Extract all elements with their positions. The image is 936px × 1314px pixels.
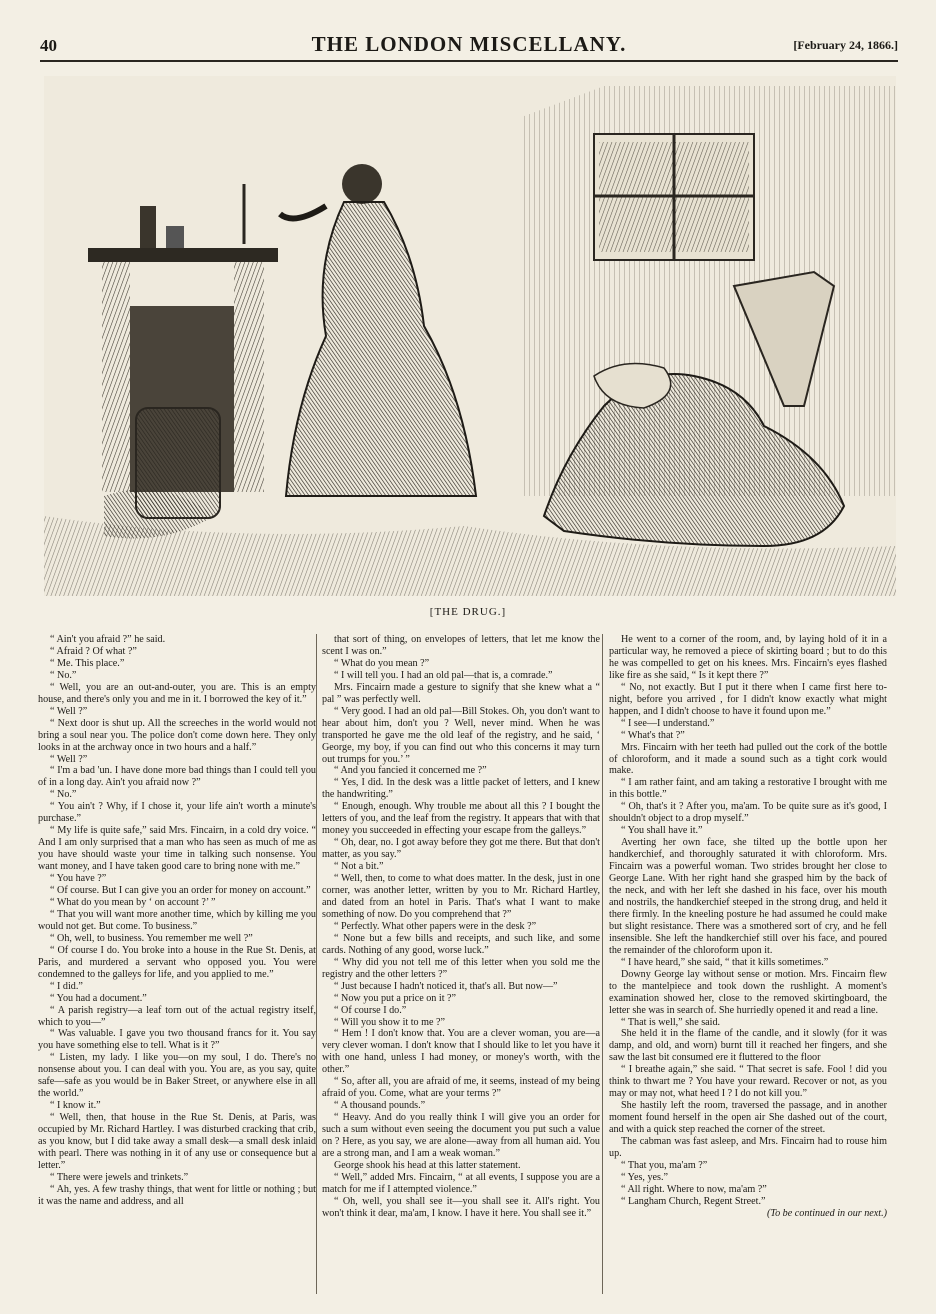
text-column-1 <box>38 634 316 1294</box>
paragraph: “ Why did you not tell me of this letter when you sold me the registry and the other letters ?” <box>322 956 600 980</box>
paragraph: “ Yes, yes.” <box>621 1171 668 1183</box>
paragraph: “ Me. This place.” <box>50 657 125 669</box>
paragraph: “ Well, then, that house in the Rue St. Denis, at Paris, was occupied by Mr. Richard Hartley. I was disturbed cracking that crib, as you know, but I did take away a small desk—a small desk inlaid with pearl. There was nothing in it of any use or consequence but a letter.” <box>38 1112 316 1171</box>
paragraph: Mrs. Fincairn made a gesture to signify that she knew what a “ pal ” was perfectly well. <box>322 681 600 705</box>
paragraph: “ I'm a bad 'un. I have done more bad things than I could tell you of in a long day. Ain't you afraid now ?” <box>38 765 316 789</box>
paragraph: “ What's that ?” <box>621 729 685 741</box>
paragraph: “ I know it.” <box>50 1100 101 1112</box>
paragraph: “ Oh, well, you shall see it—you shall see it. All's right. You won't think it dear, ma'am, I know. I have it here. You shall see it.” <box>322 1195 600 1219</box>
text-column-2 <box>322 634 600 1294</box>
paragraph: “ Oh, well, to business. You remember me well ?” <box>50 932 253 944</box>
paragraph: “ I see—I understand.” <box>621 717 715 729</box>
paragraph: “ What do you mean by ‘ on account ?’ ” <box>50 896 216 908</box>
engraving-illustration <box>44 76 896 596</box>
paragraph: She hastily left the room, traversed the passage, and in another moment found herself in the open air She dashed out of the court, and with a quick step reached the corner of the street. <box>609 1100 887 1136</box>
paragraph: Mrs. Fincairn with her teeth had pulled out the cork of the bottle of chloroform, and it made a sound such as a tight cork would make. <box>609 741 887 777</box>
paragraph: “ Perfectly. What other papers were in the desk ?” <box>334 920 537 932</box>
paragraph: “ Not a bit.” <box>334 861 384 873</box>
paragraph: “ That is well,” she said. <box>621 1016 721 1028</box>
paragraph: “ You shall have it.” <box>621 825 703 837</box>
paragraph: “ Oh, that's it ? After you, ma'am. To be quite sure as it's good, I shouldn't object to a drop myself.” <box>609 801 887 825</box>
issue-date: [February 24, 1866.] <box>793 38 898 52</box>
paragraph: “ Well,” added Mrs. Fincairn, “ at all events, I suppose you are a match for me if I attempted violence.” <box>322 1171 600 1195</box>
paragraph: “ You have ?” <box>50 873 107 885</box>
paragraph: “ Was valuable. I gave you two thousand francs for it. You say you have something else to tell. What is it ?” <box>38 1028 316 1052</box>
paragraph: “ Hem ! I don't know that. You are a clever woman, you are—a very clever woman. I don't know that I should like to let you have it with one hand, unless I had money, or money's worth, with the other.” <box>322 1028 600 1076</box>
paragraph: “ You ain't ? Why, if I chose it, your life ain't worth a minute's purchase.” <box>38 801 316 825</box>
paragraph: “ And you fancied it concerned me ?” <box>334 765 487 777</box>
paragraph: “ Well, you are an out-and-outer, you are. This is an empty house, and there's only you and me in it. I borrowed the key of it.” <box>38 681 316 705</box>
paragraph: “ Well ?” <box>50 753 88 765</box>
paragraph: “ Of course I do.” <box>334 1004 407 1016</box>
paragraph: “ I have heard,” she said, “ that it kills sometimes.” <box>621 956 829 968</box>
paragraph: “ I breathe again,” she said. “ That secret is safe. Fool ! did you think to thwart me ? You have your reward. Recover or not, as you may or may not, what heed I ? I do not kill you.” <box>609 1064 887 1100</box>
paragraph: Averting her own face, she tilted up the bottle upon her handkerchief, and thoroughly saturated it with chloroform. Mrs. Fincairn was a powerful woman. Two strides brought her close to George Lane. With her right hand she grasped him by the back of the neck, and with her left she dashed in his face, over his mouth and nostrils, the handkerchief steeped in the strong drug, and held it there firmly. In the kneeling posture he had assumed he could make but slight resistance. There was a smothered sort of cry, and he fell insensible. She left the handkerchief still over his face, and poured the remainder of the chloroform upon it. <box>609 837 887 956</box>
paragraph: “ Enough, enough. Why trouble me about all this ? I bought the letters of you, and the leaf from the registry. It appears that with that money you succeeded in effecting your escape from the galleys.” <box>322 801 600 837</box>
publication-title: THE LONDON MISCELLANY. <box>311 32 627 56</box>
paragraph: “ What do you mean ?” <box>334 657 430 669</box>
header-rule <box>40 60 898 62</box>
paragraph: “ My life is quite safe,” said Mrs. Fincairn, in a cold dry voice. “ And I am only surprised that a man who has seen as much of me as you have should waste your time in talking such nonsense. You want money, and I have taken good care to bring none with me.” <box>38 825 316 873</box>
paragraph: “ Will you show it to me ?” <box>334 1016 446 1028</box>
paragraph: “ A thousand pounds.” <box>334 1100 426 1112</box>
paragraph: “ No.” <box>50 669 77 681</box>
column-divider-left <box>316 634 317 1294</box>
column-divider-right <box>602 634 603 1294</box>
paragraph: “ Oh, dear, no. I got away before they got me there. But that don't matter, as you say.” <box>322 837 600 861</box>
paragraph: “ Heavy. And do you really think I will give you an order for such a sum without even seeing the document you put such a value on ? Here, as you say, we are alone—away from all human aid. You are a strong man, and I am a weak woman.” <box>322 1112 600 1159</box>
text-column-3 <box>609 634 887 1294</box>
paragraph: “ No, not exactly. But I put it there when I came first here to-night, before you arrived , for I didn't know exactly what might happen, and I didn't choose to have it found upon me.” <box>609 681 887 717</box>
paragraph: “ Of course I do. You broke into a house in the Rue St. Denis, at Paris, and murdered a servant who opposed you. You were condemned to the galleys for life, and you applied to me.” <box>38 944 316 980</box>
paragraph: He went to a corner of the room, and, by laying hold of it in a particular way, he removed a piece of skirting board ; but to do this he was compelled to get on his knees. Mrs. Fincairn's eyes flashed like fire as she said, “ Is it kept there ?” <box>609 634 887 681</box>
paragraph: “ Now you put a price on it ?” <box>334 992 457 1004</box>
paragraph: “ None but a few bills and receipts, and such like, and some cards. Nothing of any good, worse luck.” <box>322 932 600 956</box>
paragraph: “ You had a document.” <box>50 992 147 1004</box>
paragraph: “ That you, ma'am ?” <box>621 1159 708 1171</box>
paragraph: She held it in the flame of the candle, and it slowly (for it was damp, and old, and worn) burnt till it reached her fingers, and she saw the last bit consumed ere it fluttered to the floor <box>609 1028 887 1064</box>
paragraph: “ Next door is shut up. All the screeches in the world would not bring a soul near you. The police don't come down here. They only looks in at the archway once in two hours and a half.” <box>38 717 316 753</box>
paragraph: “ Well, then, to come to what does matter. In the desk, just in one corner, was another letter, written by you to Mr. Richard Hartley, and dated from an hotel in Paris. That's what I want to make something of now. Do you comprehend that ?” <box>322 873 600 920</box>
page-header <box>40 26 898 56</box>
paragraph: “ I am rather faint, and am taking a restorative I brought with me in this bottle.” <box>609 777 887 801</box>
paragraph: “ Ah, yes. A few trashy things, that went for little or nothing ; but it was the name and address, and all <box>38 1183 316 1207</box>
illustration-caption: [THE DRUG.] <box>429 606 507 618</box>
paragraph: The cabman was fast asleep, and Mrs. Fincairn had to rouse him up. <box>609 1136 887 1159</box>
paragraph: Downy George lay without sense or motion. Mrs. Fincairn flew to the mantelpiece and took down the rushlight. A moment's examination showed her, close to the removed skirtingboard, the letter she was in search of. She hurriedly opened it and read a line. <box>609 968 887 1016</box>
paragraph: “ I did.” <box>50 980 83 992</box>
page-number: 40 <box>40 36 57 55</box>
paragraph: “ Of course. But I can give you an order for money on account.” <box>50 885 311 897</box>
paragraph: “ Langham Church, Regent Street.” <box>621 1195 766 1207</box>
paragraph: “ Ain't you afraid ?” he said. <box>50 634 166 645</box>
paragraph: “ Listen, my lady. I like you—on my soul, I do. There's no nonsense about you. I can deal with you. You are, as you say, quite safe—safe as you would be in Baker Street, or anywhere else in all the world.” <box>38 1052 316 1100</box>
continued-note: (To be continued in our next.) <box>767 1207 887 1219</box>
paragraph: George shook his head at this latter statement. <box>334 1159 521 1171</box>
paragraph: “ There were jewels and trinkets.” <box>50 1171 189 1183</box>
paragraph: “ Very good. I had an old pal—Bill Stokes. Oh, you don't want to hear about him, don't you ? Well, never mind. When he was transported he gave me the old leaf of the registry, and he said, ‘ George, my boy, if you can find out who this concerns it may turn out trumps for you.’ ” <box>322 705 600 765</box>
paragraph: “ No.” <box>50 789 77 801</box>
paragraph: “ All right. Where to now, ma'am ?” <box>621 1183 767 1195</box>
paragraph: “ Afraid ? Of what ?” <box>50 645 137 657</box>
paragraph: that sort of thing, on envelopes of letters, that let me know the scent I was on.” <box>322 634 600 657</box>
paragraph: “ Well ?” <box>50 705 88 717</box>
paragraph: “ A parish registry—a leaf torn out of the actual registry itself, which to you—” <box>38 1004 316 1028</box>
paragraph: “ That you will want more another time, which by killing me you would not get. But come. To business.” <box>38 908 316 932</box>
paragraph: “ I will tell you. I had an old pal—that is, a comrade.” <box>334 669 553 681</box>
paragraph: “ So, after all, you are afraid of me, it seems, instead of my being afraid of you. Come, what are your terms ?” <box>322 1076 600 1100</box>
paragraph: “ Yes, I did. In the desk was a little packet of letters, and I knew the handwriting.” <box>322 777 600 801</box>
paragraph: “ Just because I hadn't noticed it, that's all. But now—” <box>334 980 558 992</box>
